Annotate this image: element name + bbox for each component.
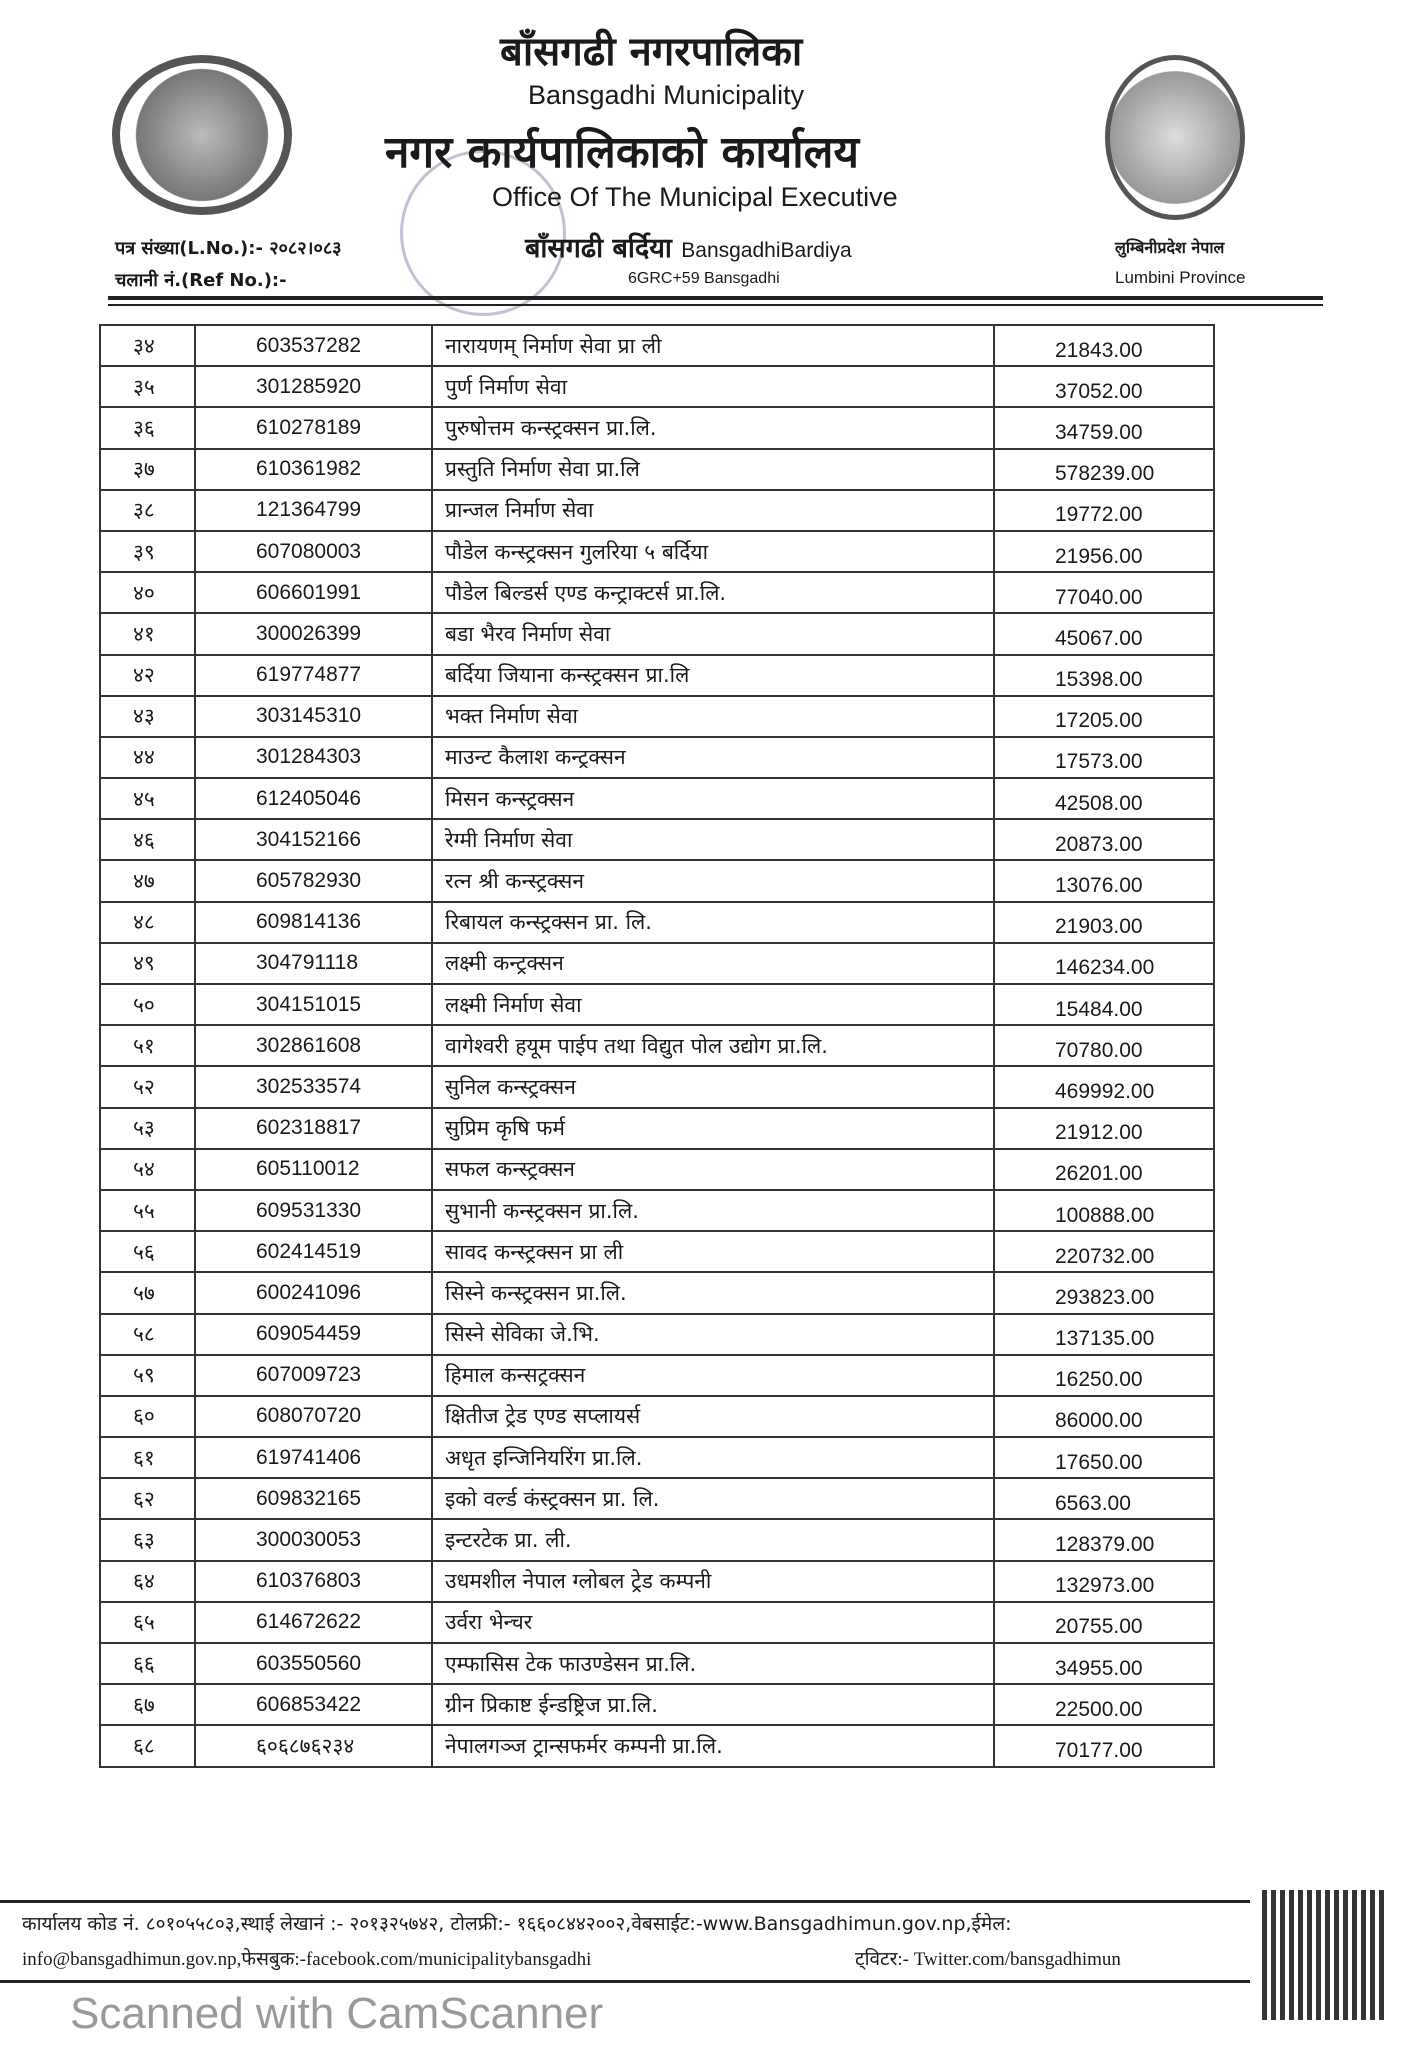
pan-number: 302861608 (195, 1025, 432, 1066)
amount: 100888.00 (994, 1190, 1214, 1231)
qr-code (1262, 1890, 1387, 2020)
nepal-emblem-logo (112, 55, 292, 215)
header-divider (108, 296, 1323, 300)
serial-number: ३७ (100, 449, 195, 490)
company-name: पुरुषोत्तम कन्स्ट्रक्सन प्रा.लि. (432, 407, 994, 448)
payment-table (99, 324, 1215, 1768)
amount: 13076.00 (994, 860, 1214, 901)
header-divider-thin (108, 304, 1323, 306)
company-name: पुर्ण निर्माण सेवा (432, 366, 994, 407)
table-row (100, 1437, 1214, 1478)
serial-number: ४३ (100, 696, 195, 737)
company-name: लक्ष्मी कन्ट्रक्सन (432, 943, 994, 984)
table-row (100, 1684, 1214, 1725)
table-row (100, 1355, 1214, 1396)
table-row (100, 1725, 1214, 1766)
table-row (100, 1519, 1214, 1560)
serial-number: ३९ (100, 531, 195, 572)
table-row (100, 860, 1214, 901)
amount: 146234.00 (994, 943, 1214, 984)
company-name: हिमाल कन्सट्रक्सन (432, 1355, 994, 1396)
amount: 17205.00 (994, 696, 1214, 737)
pan-number: 619774877 (195, 655, 432, 696)
pan-number: 300030053 (195, 1519, 432, 1560)
company-name: बडा भैरव निर्माण सेवा (432, 613, 994, 654)
amount: 34759.00 (994, 407, 1214, 448)
table-row (100, 737, 1214, 778)
amount: 77040.00 (994, 572, 1214, 613)
pan-number: 609814136 (195, 902, 432, 943)
table-row (100, 1314, 1214, 1355)
table-row (100, 1108, 1214, 1149)
amount: 132973.00 (994, 1561, 1214, 1602)
pan-number: 602414519 (195, 1231, 432, 1272)
company-name: लक्ष्मी निर्माण सेवा (432, 984, 994, 1025)
serial-number: ४८ (100, 902, 195, 943)
company-name: पौडेल कन्स्ट्रक्सन गुलरिया ५ बर्दिया (432, 531, 994, 572)
table-row (100, 1025, 1214, 1066)
company-name: सावद कन्स्ट्रक्सन प्रा ली (432, 1231, 994, 1272)
serial-number: ४९ (100, 943, 195, 984)
serial-number: ५८ (100, 1314, 195, 1355)
serial-number: ५४ (100, 1149, 195, 1190)
serial-number: ६४ (100, 1561, 195, 1602)
amount: 45067.00 (994, 613, 1214, 654)
amount: 17573.00 (994, 737, 1214, 778)
serial-number: ६७ (100, 1684, 195, 1725)
pan-number: 304151015 (195, 984, 432, 1025)
company-name: माउन्ट कैलाश कन्ट्रक्सन (432, 737, 994, 778)
province-np: लुम्बिनीप्रदेश नेपाल (1115, 238, 1225, 257)
amount: 26201.00 (994, 1149, 1214, 1190)
company-name: सुभानी कन्स्ट्रक्सन प्रा.लि. (432, 1190, 994, 1231)
table-row (100, 943, 1214, 984)
table-row (100, 1643, 1214, 1684)
amount: 15484.00 (994, 984, 1214, 1025)
table-row (100, 1149, 1214, 1190)
serial-number: ४० (100, 572, 195, 613)
footer-divider-bottom (0, 1980, 1250, 1983)
place (525, 228, 852, 265)
company-name: पौडेल बिल्डर्स एण्ड कन्ट्राक्टर्स प्रा.लि. (432, 572, 994, 613)
serial-number: ४१ (100, 613, 195, 654)
camscanner-watermark: Scanned with CamScanner (70, 1989, 604, 2038)
serial-number: ६२ (100, 1478, 195, 1519)
pan-number: 304152166 (195, 819, 432, 860)
serial-number: ५० (100, 984, 195, 1025)
table-row (100, 819, 1214, 860)
serial-number: ५५ (100, 1190, 195, 1231)
company-name: रिबायल कन्स्ट्रक्सन प्रा. लि. (432, 902, 994, 943)
amount: 21956.00 (994, 531, 1214, 572)
pan-number: 606601991 (195, 572, 432, 613)
pan-number: 603550560 (195, 1643, 432, 1684)
serial-number: ३४ (100, 325, 195, 366)
amount: 20873.00 (994, 819, 1214, 860)
office-title-np: नगर कार्यपालिकाको कार्यालय (385, 127, 859, 178)
amount: 128379.00 (994, 1519, 1214, 1560)
table-row (100, 531, 1214, 572)
reference-number: चलानी नं.(Ref No.):- (115, 270, 287, 291)
company-name: एम्फासिस टेक फाउण्डेसन प्रा.लि. (432, 1643, 994, 1684)
company-name: सिस्ने सेविका जे.भि. (432, 1314, 994, 1355)
pan-number: 304791118 (195, 943, 432, 984)
municipality-title-en: Bansgadhi Municipality (528, 80, 805, 110)
amount: 16250.00 (994, 1355, 1214, 1396)
serial-number: ६६ (100, 1643, 195, 1684)
pan-number: 603537282 (195, 325, 432, 366)
table-row (100, 1602, 1214, 1643)
amount: 17650.00 (994, 1437, 1214, 1478)
company-name: प्रस्तुति निर्माण सेवा प्रा.लि (432, 449, 994, 490)
company-name: क्षितीज ट्रेड एण्ड सप्लायर्स (432, 1396, 994, 1437)
plus-code: 6GRC+59 Bansgadhi (628, 270, 780, 287)
company-name: वागेश्वरी हयूम पाईप तथा विद्युत पोल उद्योग प्रा.लि. (432, 1025, 994, 1066)
office-title-en: Office Of The Municipal Executive (492, 182, 898, 212)
serial-number: ५१ (100, 1025, 195, 1066)
amount: 22500.00 (994, 1684, 1214, 1725)
table-row (100, 449, 1214, 490)
serial-number: ६८ (100, 1725, 195, 1766)
company-name: ग्रीन प्रिकाष्ट ईन्डष्ट्रिज प्रा.लि. (432, 1684, 994, 1725)
table-row (100, 984, 1214, 1025)
pan-number: 610376803 (195, 1561, 432, 1602)
municipality-seal-logo (1105, 55, 1245, 220)
footer-twitter: ट्विटर:- Twitter.com/bansgadhimun (855, 1949, 1121, 1970)
serial-number: ३८ (100, 490, 195, 531)
amount: 37052.00 (994, 366, 1214, 407)
municipality-title-np: बाँसगढी नगरपालिका (500, 29, 803, 75)
pan-number: 608070720 (195, 1396, 432, 1437)
footer-contact-line: कार्यालय कोड नं. ८०१०५५८०३,स्थाई लेखानं :- २०१३२५७४२, टोलफ्री:- १६६०८४४२००२,वेबसाईट:-www.Bansgadhimun.gov.np,ईमेल: (22, 1913, 1012, 1935)
serial-number: ६१ (100, 1437, 195, 1478)
company-name: सिस्ने कन्स्ट्रक्सन प्रा.लि. (432, 1272, 994, 1313)
pan-number: 605110012 (195, 1149, 432, 1190)
pan-number: 602318817 (195, 1108, 432, 1149)
company-name: रत्न श्री कन्स्ट्रक्सन (432, 860, 994, 901)
company-name: नेपालगञ्ज ट्रान्सफर्मर कम्पनी प्रा.लि. (432, 1725, 994, 1766)
serial-number: ४२ (100, 655, 195, 696)
amount: 34955.00 (994, 1643, 1214, 1684)
serial-number: ५३ (100, 1108, 195, 1149)
pan-number: 605782930 (195, 860, 432, 901)
pan-number: 302533574 (195, 1066, 432, 1107)
amount: 220732.00 (994, 1231, 1214, 1272)
footer-email-facebook: info@bansgadhimun.gov.np,फेसबुक:-facebook.com/municipalitybansgadhi (22, 1949, 592, 1970)
amount: 21843.00 (994, 325, 1214, 366)
amount: 469992.00 (994, 1066, 1214, 1107)
serial-number: ४६ (100, 819, 195, 860)
pan-number: 607009723 (195, 1355, 432, 1396)
table-row (100, 902, 1214, 943)
amount: 19772.00 (994, 490, 1214, 531)
table-row (100, 1066, 1214, 1107)
table-row (100, 1478, 1214, 1519)
pan-number: 612405046 (195, 778, 432, 819)
amount: 70780.00 (994, 1025, 1214, 1066)
serial-number: ५६ (100, 1231, 195, 1272)
pan-number: 600241096 (195, 1272, 432, 1313)
pan-number: 303145310 (195, 696, 432, 737)
company-name: रेग्मी निर्माण सेवा (432, 819, 994, 860)
company-name: नारायणम् निर्माण सेवा प्रा ली (432, 325, 994, 366)
pan-number: 606853422 (195, 1684, 432, 1725)
company-name: उर्वरा भेन्चर (432, 1602, 994, 1643)
amount: 21912.00 (994, 1108, 1214, 1149)
table-row (100, 778, 1214, 819)
company-name: भक्त निर्माण सेवा (432, 696, 994, 737)
table-row (100, 655, 1214, 696)
pan-number: 610361982 (195, 449, 432, 490)
amount: 578239.00 (994, 449, 1214, 490)
pan-number: 301284303 (195, 737, 432, 778)
company-name: प्रान्जल निर्माण सेवा (432, 490, 994, 531)
company-name: सुप्रिम कृषि फर्म (432, 1108, 994, 1149)
pan-number: 614672622 (195, 1602, 432, 1643)
table-row (100, 366, 1214, 407)
pan-number: 619741406 (195, 1437, 432, 1478)
pan-number: 610278189 (195, 407, 432, 448)
amount: 137135.00 (994, 1314, 1214, 1355)
table-row (100, 1396, 1214, 1437)
letter-number: पत्र संख्या(L.No.):- २०८२।०८३ (115, 238, 342, 259)
serial-number: ६० (100, 1396, 195, 1437)
table-row (100, 1561, 1214, 1602)
table-row (100, 490, 1214, 531)
pan-number: 121364799 (195, 490, 432, 531)
table-row (100, 696, 1214, 737)
serial-number: ३५ (100, 366, 195, 407)
table-row (100, 407, 1214, 448)
serial-number: ५९ (100, 1355, 195, 1396)
serial-number: ४५ (100, 778, 195, 819)
pan-number: 301285920 (195, 366, 432, 407)
place-en: BansgadhiBardiya (681, 239, 852, 262)
serial-number: ६३ (100, 1519, 195, 1560)
amount: 70177.00 (994, 1725, 1214, 1766)
pan-number: 607080003 (195, 531, 432, 572)
serial-number: ६५ (100, 1602, 195, 1643)
table-row (100, 325, 1214, 366)
amount: 86000.00 (994, 1396, 1214, 1437)
company-name: सफल कन्स्ट्रक्सन (432, 1149, 994, 1190)
pan-number: 609531330 (195, 1190, 432, 1231)
table-row (100, 1272, 1214, 1313)
serial-number: ४७ (100, 860, 195, 901)
table-row (100, 1190, 1214, 1231)
company-name: इको वर्ल्ड कंस्ट्रक्सन प्रा. लि. (432, 1478, 994, 1519)
table-row (100, 572, 1214, 613)
company-name: अधृत इन्जिनियरिंग प्रा.लि. (432, 1437, 994, 1478)
serial-number: ५७ (100, 1272, 195, 1313)
serial-number: ५२ (100, 1066, 195, 1107)
company-name: उधमशील नेपाल ग्लोबल ट्रेड कम्पनी (432, 1561, 994, 1602)
pan-number: 300026399 (195, 613, 432, 654)
table-row (100, 1231, 1214, 1272)
serial-number: ३६ (100, 407, 195, 448)
pan-number: 609832165 (195, 1478, 432, 1519)
amount: 6563.00 (994, 1478, 1214, 1519)
amount: 20755.00 (994, 1602, 1214, 1643)
company-name: इन्टरटेक प्रा. ली. (432, 1519, 994, 1560)
table-row (100, 613, 1214, 654)
amount: 42508.00 (994, 778, 1214, 819)
province-en: Lumbini Province (1115, 268, 1246, 287)
place-np: बाँसगढी बर्दिया (525, 233, 672, 264)
serial-number: ४४ (100, 737, 195, 778)
company-name: सुनिल कन्स्ट्रक्सन (432, 1066, 994, 1107)
company-name: बर्दिया जियाना कन्स्ट्रक्सन प्रा.लि (432, 655, 994, 696)
company-name: मिसन कन्स्ट्रक्सन (432, 778, 994, 819)
pan-number: 609054459 (195, 1314, 432, 1355)
amount: 15398.00 (994, 655, 1214, 696)
footer-divider-top (0, 1900, 1250, 1903)
pan-number: ६०६८७६२३४ (195, 1725, 432, 1766)
amount: 293823.00 (994, 1272, 1214, 1313)
amount: 21903.00 (994, 902, 1214, 943)
